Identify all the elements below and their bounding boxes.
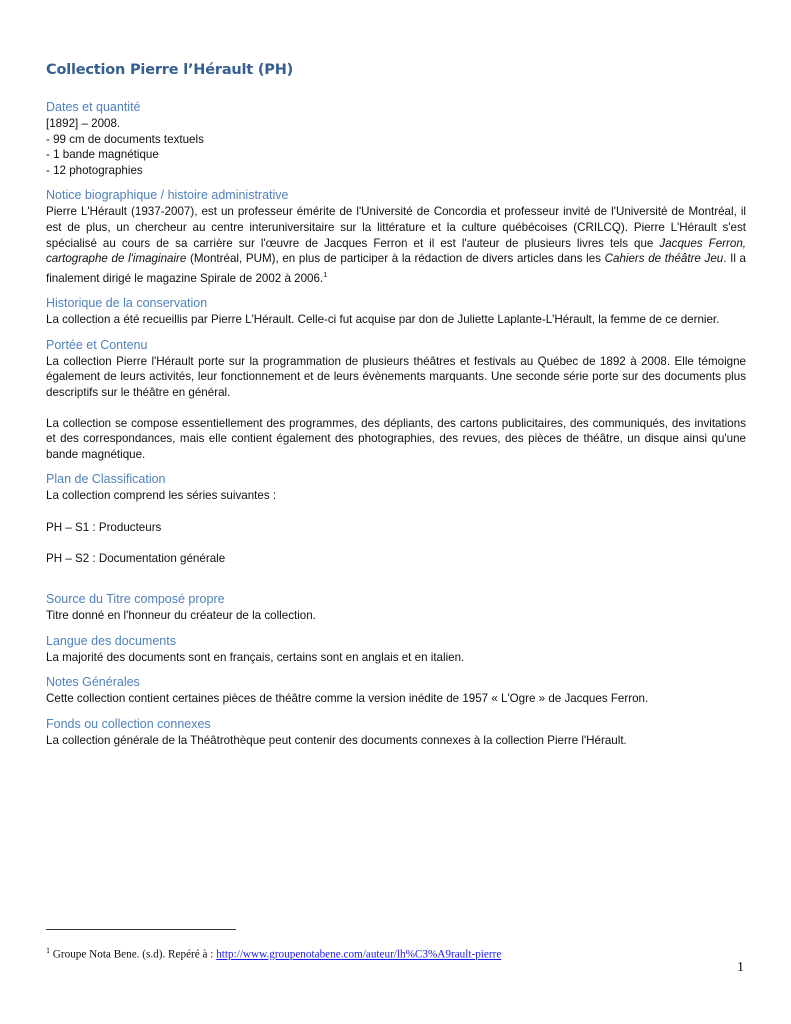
fonds-text: La collection générale de la Théâtrothèque peut contenir des documents connexes à la collection Pierre l'Hérault. (46, 733, 627, 747)
plan-intro: La collection comprend les séries suivantes : (46, 489, 277, 503)
notice-text-2: (Montréal, PUM), en plus de participer à la rédaction de divers articles dans les (186, 252, 605, 266)
section-fonds (46, 717, 746, 749)
historique-text: La collection a été recueillis par Pierre L'Hérault. Celle-ci fut acquise par don de Juliette Laplante-L'Hérault, la femme de ce dernier. (46, 313, 720, 327)
source-text: Titre donné en l'honneur du créateur de la collection. (46, 608, 316, 622)
section-notice (46, 188, 746, 286)
quantity-tape: - 1 bande magnétique (46, 148, 159, 162)
section-portee (46, 338, 746, 463)
portee-paragraph-1: La collection Pierre l'Hérault porte sur la programmation de plusieurs théâtres et festivals au Québec de 1892 à 2008. Elle témoigne également de leurs activités, leur fonctionnement et de leurs évènements marquants. Une seconde série porte sur des documents plus descriptifs sur le théâtre en général. (46, 354, 746, 399)
footnote-number: 1 (46, 946, 50, 955)
section-heading-historique: Historique de la conservation (46, 296, 208, 311)
section-plan (46, 472, 746, 582)
magazine-title: Cahiers de théâtre Jeu (604, 252, 724, 266)
document-title: Collection Pierre l’Hérault (PH) (46, 62, 294, 78)
section-heading-portee: Portée et Contenu (46, 337, 148, 352)
section-heading-source: Source du Titre composé propre (46, 591, 225, 606)
section-historique (46, 296, 746, 328)
langue-text: La majorité des documents sont en français, certains sont en anglais et en italien. (46, 650, 465, 664)
footnote-separator (46, 929, 236, 930)
section-heading-langue: Langue des documents (46, 633, 176, 648)
section-langue (46, 634, 746, 666)
footnote-text: Groupe Nota Bene. (s.d). Repéré à : (50, 948, 217, 961)
document-page (46, 62, 746, 758)
footnote-link[interactable]: http://www.groupenotabene.com/auteur/lh%C3%A9rault-pierre (216, 948, 502, 961)
notice-text-1: Pierre L'Hérault (1937-2007), est un professeur émérite de l'Université de Concordia et professeur invité de l'Université de Montréal, il est de plus, un chercheur au centre interuniversitaire sur la littérature et la culture québécoises (CRILCQ). Pierre L'Hérault s'est spécialisé au cours de sa carrière sur l'œuvre de Jacques Ferron et il est l'auteur de plusieurs livres tels que (46, 205, 746, 250)
footnote-reference[interactable]: 1 (323, 269, 328, 279)
book-title: Jacques Ferron, cartographe de l'imaginaire (46, 236, 746, 266)
notice-paragraph (46, 204, 746, 286)
section-source (46, 592, 746, 624)
page-number: 1 (737, 960, 744, 975)
quantity-textual: - 99 cm de documents textuels (46, 132, 204, 146)
quantity-photos: - 12 photographies (46, 163, 143, 177)
section-dates (46, 100, 746, 178)
section-heading-plan: Plan de Classification (46, 472, 166, 487)
section-heading-dates: Dates et quantité (46, 100, 141, 114)
section-heading-notes: Notes Générales (46, 675, 140, 690)
notes-text: Cette collection contient certaines pièces de théâtre comme la version inédite de 1957 « L'Ogre » de Jacques Ferron. (46, 692, 649, 706)
footnote (46, 946, 501, 961)
section-heading-fonds: Fonds ou collection connexes (46, 716, 211, 731)
portee-paragraph-2: La collection se compose essentiellement des programmes, des dépliants, des cartons publicitaires, des communiqués, des invitations et des correspondances, mais elle contient également des photographies, des revues, des pièces de théâtre, un disque ainsi qu'une bande magnétique. (46, 416, 746, 461)
notice-text-3: . Il a finalement dirigé le magazine Spirale de 2002 à 2006. (46, 252, 746, 285)
series-item: PH – S1 : Producteurs (46, 520, 162, 534)
series-item: PH – S2 : Documentation générale (46, 551, 226, 565)
section-notes (46, 675, 746, 707)
dates-range: [1892] – 2008. (46, 117, 121, 130)
section-heading-notice: Notice biographique / histoire administrative (46, 188, 289, 203)
